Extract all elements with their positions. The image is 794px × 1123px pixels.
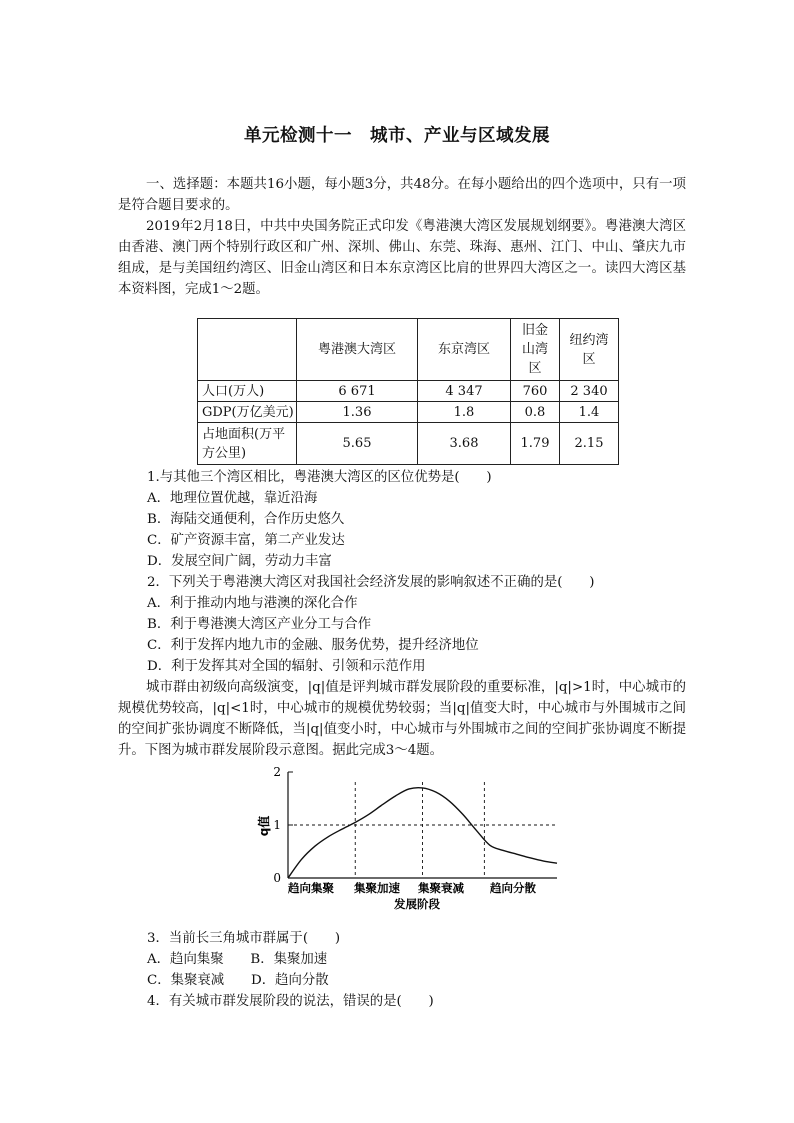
passage-city-cluster: 城市群由初级向高级演变，|q|值是评判城市群发展阶段的重要标准，|q|>1时，中心城市的规模优势较高，|q|<1时，中心城市的规模优势较弱；当|q|值变大时，中心城市与外围城市之间的空间扩张协调度不断降低，当|q|值变小时，中心城市与外围城市之间的空间扩张协调度不断提升。下图为城市群发展阶段示意图。据此完成3～4题。: [118, 680, 686, 758]
table-cell: 2 340: [560, 381, 619, 402]
table-row-label: GDP(万亿美元): [198, 402, 297, 423]
table-row-label: 人口(万人): [198, 381, 297, 402]
y-tick-label: 0: [273, 871, 281, 885]
question-1-option-c: C．矿产资源丰富，第二产业发达: [147, 533, 345, 548]
question-1-option-b: B．海陆交通便利，合作历史悠久: [147, 512, 345, 527]
table-cell: 2.15: [560, 423, 619, 465]
table-header-row: [198, 319, 619, 381]
question-3-options-row-2: C．集聚衰减 D．趋向分散: [147, 973, 329, 988]
city-cluster-chart: [255, 762, 565, 912]
table-row-label: 占地面积(万平方公里): [198, 423, 297, 465]
question-1-option-d: D．发展空间广阔，劳动力丰富: [147, 554, 332, 569]
stage-label: 集聚加速: [354, 881, 400, 895]
bay-area-table: [197, 318, 619, 465]
y-axis-label: q值: [257, 815, 271, 837]
question-2-option-b: B．利于粤港澳大湾区产业分工与合作: [147, 617, 372, 632]
table-header-cell: [198, 319, 297, 381]
table-cell: 1.4: [560, 402, 619, 423]
question-1-option-a: A．地理位置优越，靠近沿海: [147, 491, 318, 506]
table-header-cell: 粤港澳大湾区: [297, 319, 418, 381]
table-row: [198, 402, 619, 423]
table-cell: 4 347: [418, 381, 511, 402]
table-header-cell: 纽约湾区: [560, 319, 619, 381]
table-cell: 0.8: [511, 402, 560, 423]
question-3-options-row-1: A．趋向集聚 B．集聚加速: [147, 952, 328, 967]
y-tick-label: 2: [273, 765, 281, 779]
question-2-option-d: D．利于发挥其对全国的辐射、引领和示范作用: [147, 659, 426, 674]
question-2-option-a: A．利于推动内地与港澳的深化合作: [147, 596, 358, 611]
table-row: [198, 423, 619, 465]
table-cell: 5.65: [297, 423, 418, 465]
table-cell: 1.79: [511, 423, 560, 465]
question-4-stem: 4．有关城市群发展阶段的说法，错误的是( ): [147, 994, 434, 1009]
question-1-stem: 1.与其他三个湾区相比，粤港澳大湾区的区位优势是( ): [147, 470, 492, 485]
stage-dividers: [355, 782, 484, 878]
question-2-stem: 2．下列关于粤港澳大湾区对我国社会经济发展的影响叙述不正确的是( ): [147, 575, 595, 590]
table-row: [198, 381, 619, 402]
stage-label: 趋向分散: [490, 881, 536, 895]
x-axis-label: 发展阶段: [394, 897, 440, 911]
table-cell: 1.36: [297, 402, 418, 423]
section-instructions: 一、选择题：本题共16小题，每小题3分，共48分。在每小题给出的四个选项中，只有一项是符合题目要求的。: [118, 177, 686, 213]
question-3-stem: 3．当前长三角城市群属于( ): [147, 931, 341, 946]
stage-label: 趋向集聚: [288, 881, 334, 895]
y-tick-label: 1: [273, 818, 281, 832]
page-title: 单元检测十一 城市、产业与区域发展: [244, 126, 550, 146]
table-header-cell: 东京湾区: [418, 319, 511, 381]
table-cell: 1.8: [418, 402, 511, 423]
table-header-cell: 旧金山湾区: [511, 319, 560, 381]
stage-label: 集聚衰减: [418, 881, 464, 895]
passage-greater-bay-area: 2019年2月18日，中共中央国务院正式印发《粤港澳大湾区发展规划纲要》。粤港澳大湾区由香港、澳门两个特别行政区和广州、深圳、佛山、东莞、珠海、惠州、江门、中山、肇庆九市组成，是与美国纽约湾区、旧金山湾区和日本东京湾区比肩的世界四大湾区之一。读四大湾区基本资料图，完成1～2题。: [118, 219, 686, 297]
table-cell: 6 671: [297, 381, 418, 402]
table-cell: 760: [511, 381, 560, 402]
table-cell: 3.68: [418, 423, 511, 465]
question-2-option-c: C．利于发挥内地九市的金融、服务优势，提升经济地位: [147, 638, 479, 653]
